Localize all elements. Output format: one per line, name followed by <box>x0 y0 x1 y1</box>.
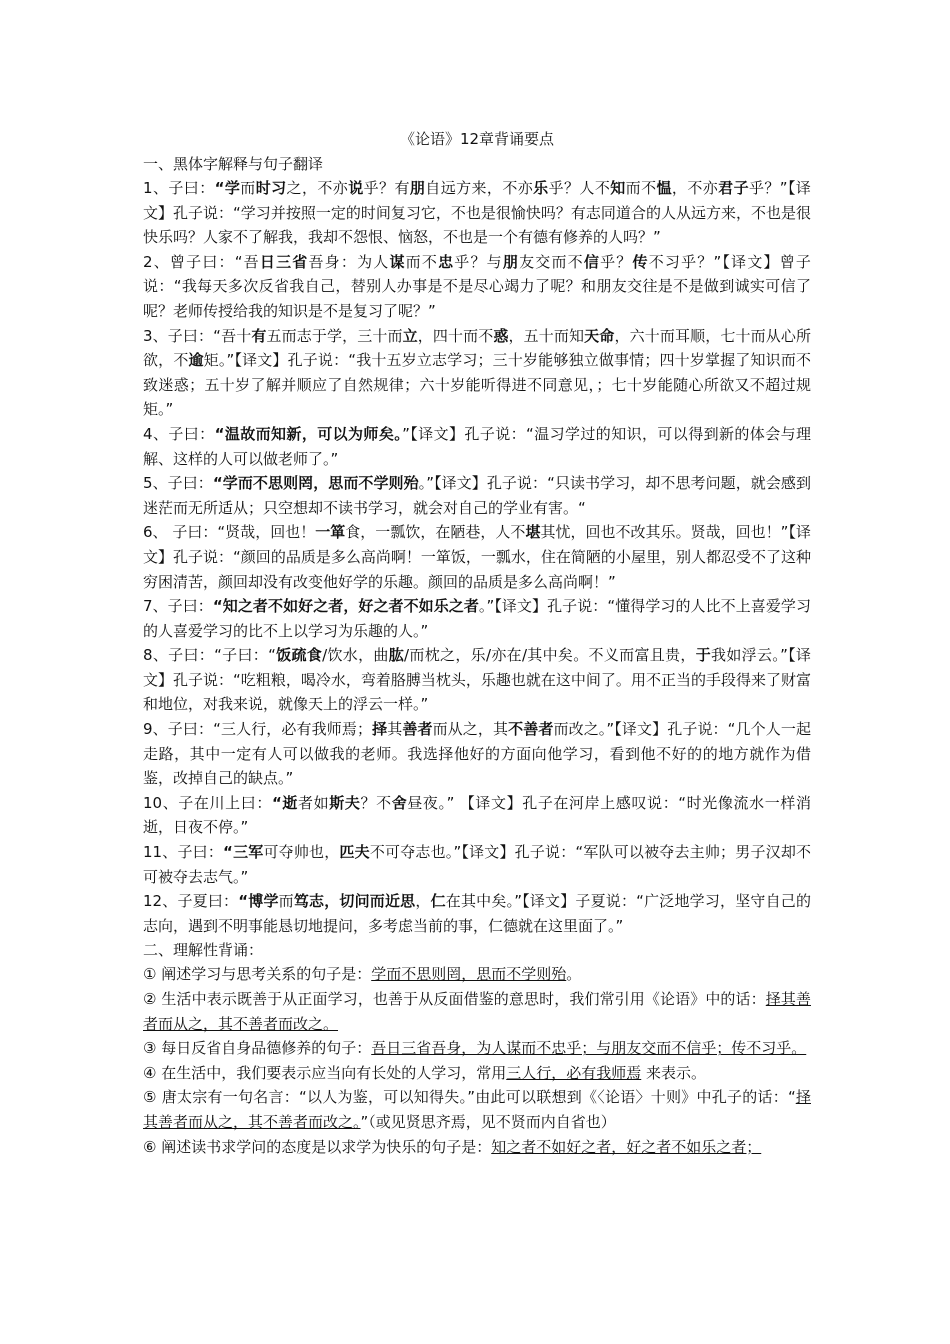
text-run: 乎？”【译文】孔子说：“学习并按照一定的时间复习它，不也是很愉快吗？有志同道合的人从远方来，不也是很快乐吗？人家不了解我，我却不怨恨、恼怒，不也是一个有德有修养的人吗？” <box>143 179 811 247</box>
text-run: 在其中矣。”【译文】子夏说：“广泛地学习，坚守自己的志向，遇到不明事能恳切地提问，多考虑当前的事，仁德就在这里面了。” <box>143 892 811 935</box>
text-run: 矩。”【译文】孔子说：“我十五岁立志学习；三十岁能够独立做事情；四十岁掌握了知识而不致迷惑；五十岁了解并顺应了自然规律；六十岁能听得进不同意见，；七十岁能随心所欲又不超过规矩。” <box>143 351 811 419</box>
text-run: 我如浮云。”【译文】孔子说：“吃粗粮，喝冷水，弯着胳膊当枕头，乐趣也就在这中间了。用不正当的手段得来了财富和地位，对我来说，就像天上的浮云一样。” <box>143 646 811 714</box>
bold-text: 善者 <box>402 720 433 739</box>
text-run: 友交而不 <box>519 252 584 271</box>
bold-text: 君子 <box>718 179 749 197</box>
recitation-item <box>143 1061 811 1086</box>
bold-text: 说 <box>348 179 364 197</box>
text-run: ⑤ 唐太宗有一句名言：“以人为鉴，可以知得失。”由此可以联想到《〈论语〉十则》中孔子的话：“ <box>143 1088 796 1107</box>
recitation-list <box>143 962 811 1159</box>
bold-text: 立 <box>402 326 418 345</box>
underlined-answer: 知之者不如好之者，好之者不如乐之者； <box>491 1137 762 1156</box>
text-run: 而 <box>278 892 294 911</box>
bold-text: 有 <box>251 326 267 345</box>
bold-text: 仁 <box>430 892 446 911</box>
text-run: 乎？有 <box>363 179 410 197</box>
bold-text: 朋 <box>502 252 520 271</box>
bold-text: 舍 <box>391 793 408 812</box>
text-run: 其 <box>387 720 403 739</box>
bold-text: 饭疏食 <box>275 646 323 665</box>
text-run: 而不 <box>405 252 439 271</box>
text-run: 12、子夏曰： <box>143 892 239 911</box>
bold-text: 不善者 <box>508 720 554 739</box>
bold-text: 斯夫 <box>329 793 361 812</box>
text-run: /而枕之，乐/亦在/其中矣。不义而富且贵， <box>404 646 696 665</box>
bold-text: 肱 <box>388 646 405 665</box>
text-run: ④ 在生活中，我们要表示应当向有长处的人学习，常用 <box>143 1063 507 1082</box>
text-run: 吾身：为人 <box>308 252 390 271</box>
text-run: 乎？人不 <box>548 179 611 197</box>
chapter-paragraph <box>143 422 811 471</box>
bold-text: “学 <box>214 179 241 197</box>
text-run: ，不亦 <box>671 179 719 197</box>
bold-text: 天命 <box>584 326 615 345</box>
text-run: 5、子曰： <box>143 474 213 493</box>
bold-text: 知 <box>610 179 626 197</box>
bold-text: 时习 <box>255 179 287 197</box>
bold-text: “逝 <box>271 793 299 812</box>
text-run: 不习乎？”【译文】曾子说：“我每天多次反省我自己，替别人办事是不是尽心竭力了呢？和朋友交往是不是做到诚实可信了呢？老师传授给我的知识是不是复习了呢？” <box>143 252 811 320</box>
recitation-item <box>143 1085 811 1134</box>
text-run: 4、子曰： <box>143 424 215 443</box>
text-run: 10、子在川上曰： <box>143 793 272 812</box>
text-run: 而 <box>240 179 256 197</box>
bold-text: “温故而知新，可以为师矣。 <box>214 424 403 443</box>
recitation-item <box>143 1036 811 1061</box>
bold-text: 忠 <box>438 252 455 271</box>
text-run: 。”【译文】孔子说：“懂得学习的人比不上喜爱学习的人喜爱学习的比不上以学习为乐趣的人。” <box>143 597 811 640</box>
bold-text: 笃志，切问而近思 <box>293 892 416 911</box>
text-run: ，四十而不 <box>417 326 494 345</box>
bold-text: “博学 <box>238 892 279 911</box>
text-run: 2、曾子曰：“吾 <box>143 252 260 271</box>
text-run: 之，不亦 <box>286 179 349 197</box>
text-run: 可夺帅也， <box>263 843 340 862</box>
recitation-item <box>143 962 811 987</box>
text-run: 昼夜。” 【译文】孔子在河岸上感叹说：“时光像流水一样消逝，日夜不停。” <box>143 793 811 837</box>
text-run: 9、子曰：“三人行，必有我师焉； <box>143 720 372 739</box>
chapter-paragraph <box>143 520 811 594</box>
underlined-answer: 择其善者而从之，其不善者而改之。 <box>143 990 811 1033</box>
text-run: 不可夺志也。”【译文】孔子说：“军队可以被夺去主帅；男子汉却不可被夺去志气。” <box>143 843 812 886</box>
recitation-item <box>143 987 811 1036</box>
section-heading-1: 一、黑体字解释与句子翻译 <box>143 155 324 173</box>
chapter-paragraph <box>143 324 811 422</box>
text-run: 来表示。 <box>641 1063 707 1082</box>
text-run: 自远方来，不亦 <box>425 179 534 197</box>
document-title: 《论语》12章背诵要点 <box>399 130 555 148</box>
bold-text: 择 <box>371 720 388 739</box>
bold-text: 逾 <box>188 351 204 370</box>
text-run: ”【译文】孔子说：“温习学过的知识，可以得到新的体会与理解、这样的人可以做老师了。” <box>143 424 812 468</box>
document-page <box>143 128 811 1159</box>
text-run: 五而志于学，三十而 <box>266 326 403 345</box>
chapter-paragraph <box>143 594 811 643</box>
text-run: 食，一瓢饮，在陋巷，人不 <box>345 523 526 542</box>
underlined-answer: 三人行，必有我师焉 <box>506 1063 642 1082</box>
text-run: 3、子曰：“吾十 <box>143 326 252 345</box>
chapter-paragraph <box>143 791 811 840</box>
translation-list <box>143 176 811 938</box>
text-run: 而不 <box>625 179 657 197</box>
section-heading-2: 二、理解性背诵： <box>143 941 264 960</box>
text-run: ？不 <box>360 793 392 812</box>
bold-text: 愠 <box>656 179 672 197</box>
underlined-answer: 吾日三省吾身，为人谋而不忠乎；与朋友交而不信乎；传不习乎。 <box>371 1039 807 1058</box>
text-run: 其忧，回也不改其乐。贤哉，回也！”【译文】孔子说：“颜回的品质是多么高尚啊！一箪饭，一瓢水，住在简陋的小屋里，别人都忍受不了这种穷困清苦，颜回却没有改变他好学的乐趣。颜回的品质是多么高尚啊！” <box>143 523 811 591</box>
text-run: 11、子曰： <box>143 843 224 862</box>
text-run: ② 生活中表示既善于从正面学习，也善于从反面借鉴的意思时，我们常引用《论语》中的话： <box>143 990 766 1008</box>
text-run: 6、 子曰：“贤哉，回也！ <box>143 523 316 542</box>
text-run: ，六十而耳顺，七十而从心所欲，不 <box>143 326 811 370</box>
recitation-item <box>143 1135 811 1160</box>
text-run: 8、子曰：“子曰：“ <box>143 646 276 665</box>
text-run: 1、子曰： <box>143 179 215 197</box>
bold-text: 信 <box>583 252 601 271</box>
text-run: 。 <box>566 965 582 984</box>
text-run: 者如 <box>298 793 330 812</box>
chapter-paragraph <box>143 889 811 938</box>
underlined-answer: 择其善者而从之，其不善者而改之。 <box>143 1088 811 1131</box>
bold-text: 传 <box>632 252 649 271</box>
bold-text: “知之者不如好之者，好之者不如乐之者 <box>212 597 479 616</box>
bold-text: 朋 <box>409 179 426 197</box>
chapter-paragraph <box>143 176 811 250</box>
text-run: ”（或见贤思齐焉，见不贤而内自省也） <box>360 1112 616 1131</box>
text-run: ① 阐述学习与思考关系的句子是： <box>143 965 372 984</box>
text-run: 乎？ <box>600 252 633 271</box>
bold-text: 一箪 <box>315 523 346 542</box>
chapter-paragraph <box>143 471 811 520</box>
chapter-paragraph <box>143 840 811 889</box>
text-run: ， <box>415 892 431 911</box>
bold-text: 于 <box>695 646 712 665</box>
underlined-answer: 学而不思则罔，思而不学则殆 <box>371 965 567 984</box>
text-run: 7、子曰： <box>143 597 213 616</box>
text-run: 而改之。”【译文】孔子说：“几个人一起走路，其中一定有人可以做我的老师。我选择他好的方面向他学习，看到他不好的的地方就作为借鉴，改掉自己的缺点。” <box>143 720 811 788</box>
bold-text: “三军 <box>223 843 264 862</box>
bold-text: 匹夫 <box>339 843 370 862</box>
text-run: 而从之，其 <box>432 720 509 739</box>
chapter-paragraph <box>143 717 811 791</box>
bold-text: 惑 <box>493 326 509 345</box>
text-run: ⑥ 阐述读书求学问的态度是以求学为快乐的句子是： <box>143 1137 492 1156</box>
bold-text: 日三省 <box>259 252 309 271</box>
text-run: /饮水，曲 <box>322 646 389 665</box>
text-run: 乎？与 <box>454 252 503 271</box>
chapter-paragraph <box>143 250 811 324</box>
bold-text: 谋 <box>389 252 406 271</box>
text-run: 。”【译文】孔子说：“只读书学习，却不思考问题，就会感到迷茫而无所适从；只空想却不读书学习，就会对自己的学业有害。“ <box>143 474 811 517</box>
bold-text: “学而不思则罔，思而不学则殆 <box>212 474 419 493</box>
text-run: ，五十而知 <box>508 326 585 345</box>
text-run: ③ 每日反省自身品德修养的句子： <box>143 1039 372 1058</box>
bold-text: 堪 <box>525 523 541 542</box>
bold-text: 乐 <box>533 179 549 197</box>
chapter-paragraph <box>143 643 811 717</box>
